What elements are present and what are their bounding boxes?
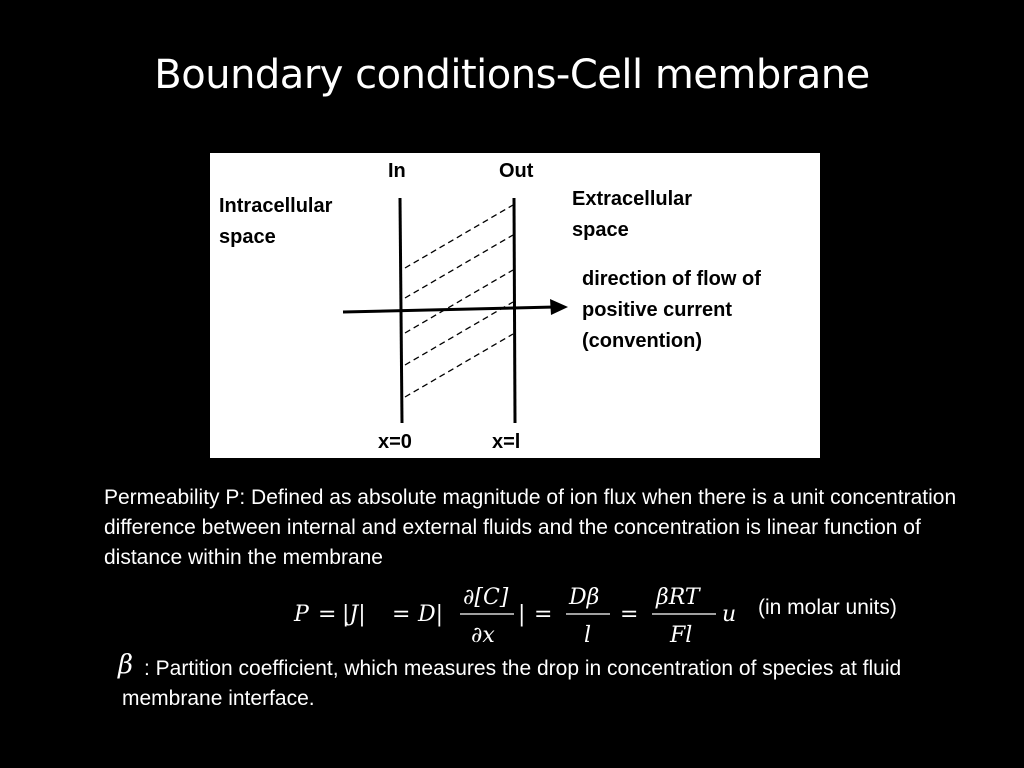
formula-num2: Dβ bbox=[569, 585, 600, 610]
extracellular-line1: Extracellular bbox=[572, 188, 693, 210]
permeability-formula bbox=[290, 580, 750, 650]
outer-membrane-line bbox=[514, 198, 515, 423]
formula-u: u bbox=[722, 602, 737, 627]
formula-den2: l bbox=[584, 623, 592, 648]
flow-line1: direction of flow of bbox=[582, 268, 761, 290]
extracellular-label bbox=[572, 184, 692, 246]
intracellular-label bbox=[219, 191, 332, 253]
membrane-diagram bbox=[210, 153, 820, 458]
partition-coefficient-definition: : Partition coefficient, which measures the drop in concentration of species at fluid membrane interface. bbox=[122, 657, 902, 710]
formula-p: P bbox=[294, 602, 309, 627]
beta-symbol: β bbox=[118, 650, 134, 680]
intracellular-line2: space bbox=[219, 226, 276, 248]
x0-label: x=0 bbox=[378, 431, 412, 453]
formula-num1: ∂[C] bbox=[463, 585, 509, 610]
flow-line2: positive current bbox=[582, 299, 733, 321]
formula-bar: | bbox=[518, 602, 526, 627]
formula-eq2: = bbox=[392, 602, 411, 627]
formula-eq3: = bbox=[534, 602, 553, 627]
flow-direction-label bbox=[582, 264, 761, 357]
formula-den1: ∂x bbox=[471, 623, 495, 648]
xl-label: x=l bbox=[492, 431, 521, 453]
formula-eq1: = bbox=[318, 602, 337, 627]
permeability-definition: Permeability P: Defined as absolute magnitude of ion flux when there is a unit concentration difference between internal and external fluids and the concentration is linear function of distance within the membrane bbox=[104, 486, 957, 569]
slide-title: Boundary conditions-Cell membrane bbox=[154, 52, 870, 98]
formula-eq4: = bbox=[620, 602, 639, 627]
formula-num3: βRT bbox=[656, 585, 700, 610]
membrane-hatching bbox=[405, 205, 513, 397]
label-out: Out bbox=[499, 160, 534, 182]
formula-absj: |J| bbox=[342, 602, 366, 627]
extracellular-line2: space bbox=[572, 219, 629, 241]
formula-note: (in molar units) bbox=[758, 596, 897, 619]
current-arrow-head bbox=[550, 299, 568, 315]
formula-d: D| bbox=[418, 602, 444, 627]
flow-line3: (convention) bbox=[582, 330, 702, 352]
intracellular-line1: Intracellular bbox=[219, 195, 333, 217]
label-in: In bbox=[388, 160, 406, 182]
formula-den3: Fl bbox=[670, 623, 693, 648]
